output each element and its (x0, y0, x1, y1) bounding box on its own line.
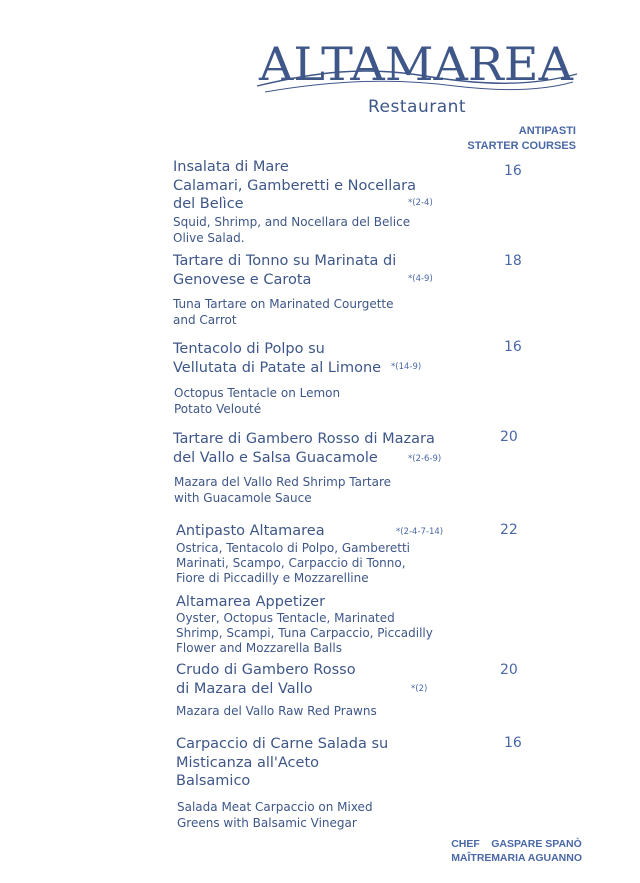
allergen-codes: *(2-4) (408, 198, 433, 208)
item-translation: with Guacamole Sauce (174, 491, 312, 505)
item-translation: Oyster, Octopus Tentacle, Marinated (176, 611, 395, 625)
allergen-codes: *(2) (411, 684, 428, 694)
menu-item (173, 158, 416, 246)
item-name: Calamari, Gamberetti e Nocellara (173, 177, 417, 194)
menu-item (173, 340, 381, 417)
item-translation: Salada Meat Carpaccio on Mixed (177, 799, 373, 814)
menu-item (173, 430, 435, 506)
item-translation: Mazara del Vallo Red Shrimp Tartare (174, 475, 392, 489)
brand-logo-text: ALTAMAREA (257, 37, 574, 91)
item-price: 22 (500, 522, 518, 538)
item-name: Insalata di Mare (173, 159, 289, 175)
maitre-label: MAÎTRE (451, 852, 492, 864)
item-name: Tartare di Gambero Rosso di Mazara (173, 431, 435, 447)
allergen-codes: *(2-6-9) (408, 454, 442, 464)
section-heading (430, 124, 576, 154)
item-name: del Belìce (173, 196, 244, 212)
item-translation: Potato Velouté (174, 402, 262, 416)
staff-credits (451, 837, 582, 865)
item-price: 16 (504, 339, 522, 355)
restaurant-subtitle: Restaurant (368, 97, 467, 117)
allergen-codes: *(4-9) (408, 274, 433, 284)
item-translation: Flower and Mozzarella Balls (176, 641, 342, 655)
item-name: Tentacolo di Polpo su (173, 341, 325, 357)
chef-name: GASPARE SPANÒ (491, 838, 582, 850)
item-description: Ostrica, Tentacolo di Polpo, Gamberetti (176, 540, 410, 555)
item-description: Marinati, Scampo, Carpaccio di Tonno, (176, 555, 406, 570)
chef-label: CHEF (451, 838, 480, 850)
item-name: Crudo di Gambero Rosso (176, 662, 356, 678)
section-heading-english: STARTER COURSES (467, 140, 576, 152)
item-name: Carpaccio di Carne Salada su (176, 736, 389, 752)
item-translation: Tuna Tartare on Marinated Courgette (173, 297, 394, 311)
item-name: Tartare di Tonno su Marinata di (173, 253, 397, 269)
menu-item (176, 661, 377, 719)
maitre-name: MARIA AGUANNO (491, 852, 582, 864)
brand-logo (255, 36, 580, 98)
item-price: 16 (504, 163, 522, 179)
item-name: Genovese e Carota (173, 271, 312, 288)
item-translation: Octopus Tentacle on Lemon (174, 386, 341, 400)
item-description: Fiore di Piccadilly e Mozzarelline (176, 570, 369, 585)
allergen-codes: *(2-4-7-14) (396, 527, 444, 537)
item-translation: Mazara del Vallo Raw Red Prawns (176, 704, 377, 718)
menu-item (173, 252, 396, 328)
allergen-codes: *(14-9) (391, 362, 422, 372)
item-name: del Vallo e Salsa Guacamole (173, 449, 378, 466)
item-price: 16 (504, 735, 522, 751)
menu-item (176, 735, 388, 831)
item-english-name: Altamarea Appetizer (176, 593, 326, 610)
item-translation: Olive Salad. (173, 230, 245, 245)
item-name: Balsamico (176, 773, 251, 789)
item-translation: Shrimp, Scampi, Tuna Carpaccio, Piccadilly (176, 626, 433, 640)
item-name: Vellutata di Patate al Limone (173, 359, 382, 376)
item-name: Antipasto Altamarea (176, 523, 325, 539)
item-translation: Greens with Balsamic Vinegar (177, 815, 357, 830)
item-name: Misticanza all'Aceto (176, 754, 320, 771)
item-price: 20 (500, 429, 518, 445)
menu-item (176, 522, 433, 656)
section-heading-italian: ANTIPASTI (518, 125, 576, 137)
item-price: 20 (500, 662, 518, 678)
item-price: 18 (504, 253, 522, 269)
item-name: di Mazara del Vallo (176, 680, 313, 697)
item-translation: Squid, Shrimp, and Nocellara del Belice (173, 214, 411, 229)
item-translation: and Carrot (173, 313, 237, 327)
